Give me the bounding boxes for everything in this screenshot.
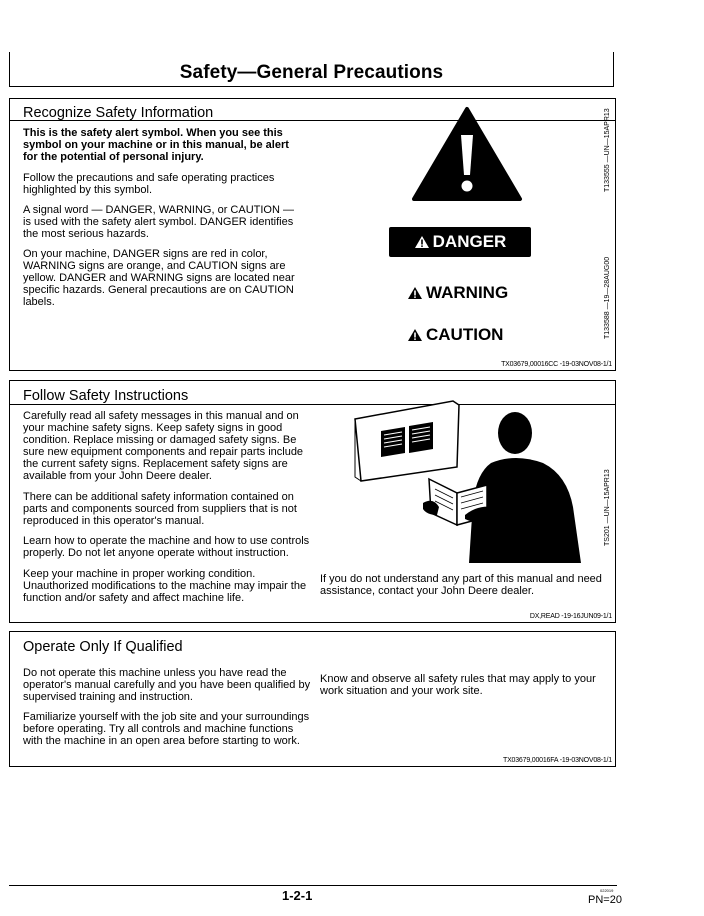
paragraph: Carefully read all safety messages in this manual and on your machine safety signs. Keep safety signs in good condition. Replace missing or damaged safety signs. Be sure new equipment components and repair parts include the current safety signs. Replacement safety signs are available from your John Deere dealer. [23, 410, 304, 482]
paragraph: Keep your machine in proper working condition. Unauthorized modifications to the machine may impair the function and/or safety and affect machine life. [23, 568, 307, 604]
danger-sign [389, 227, 531, 257]
paragraph: Learn how to operate the machine and how to use controls properly. Do not let anyone operate without instruction. [23, 535, 310, 559]
section-recognize-safety-information [9, 98, 616, 371]
person-reading-manual-illustration [353, 397, 599, 563]
paragraph: There can be additional safety information contained on parts and components sourced from suppliers that is not reproduced in this operator's manual. [23, 491, 297, 527]
reference-code: TX03679,00016CC -19-03NOV08-1/1 [501, 361, 612, 368]
section-title-rule [10, 120, 615, 121]
caution-sign [407, 325, 503, 345]
paragraph: Follow the precautions and safe operating practices highlighted by this symbol. [23, 172, 275, 196]
paragraph-right: If you do not understand any part of this manual and need assistance, contact your John Deere dealer. [320, 573, 602, 597]
figure-code: TS201 —UN—15APR13 [604, 469, 611, 546]
alert-triangle-icon [407, 286, 423, 300]
page-title-box [9, 52, 614, 87]
safety-alert-symbol-icon [410, 105, 524, 203]
caution-label: CAUTION [426, 325, 504, 344]
warning-label: WARNING [426, 283, 509, 302]
warning-sign [407, 283, 508, 303]
paragraph: This is the safety alert symbol. When you see this symbol on your machine or in this manual, be alert for the potential of personal injury. [23, 127, 289, 163]
reference-code: TX03679,00016FA -19-03NOV08-1/1 [503, 757, 612, 764]
page-number: 1-2-1 [282, 888, 313, 903]
footer-code: 022019 [600, 888, 614, 893]
section-title: Follow Safety Instructions [23, 388, 189, 404]
paragraph: Do not operate this machine unless you have read the operator's manual carefully and you have been qualified by supervised training and instruction. [23, 667, 311, 703]
paragraph: On your machine, DANGER signs are red in color, WARNING signs are orange, and CAUTION signs are yellow. DANGER and WARNING signs are located near specific hazards. General precautions are on CAUTION labels. [23, 248, 295, 308]
pn-label: PN=20 [588, 894, 622, 906]
alert-triangle-icon [407, 328, 423, 342]
reference-code: DX,READ -19-16JUN09-1/1 [529, 613, 612, 620]
paragraph: Familiarize yourself with the job site and your surroundings before operating. Try all controls and machine functions with the machine in an open area before starting to work. [23, 711, 310, 747]
figure-code: T133588 —19—28AUG00 [604, 256, 611, 339]
paragraph: A signal word — DANGER, WARNING, or CAUTION — is used with the safety alert symbol. DANGER identifies the most serious hazards. [23, 204, 294, 240]
danger-label: DANGER [432, 232, 507, 251]
section-title: Operate Only If Qualified [23, 639, 183, 655]
section-follow-safety-instructions [9, 380, 616, 623]
section-operate-only-if-qualified [9, 631, 616, 767]
footer-rule [9, 885, 617, 886]
figure-code: T133555 —UN—15APR13 [604, 108, 611, 192]
page-title: Safety—General Precautions [179, 62, 444, 83]
alert-triangle-icon [414, 235, 430, 249]
section-title: Recognize Safety Information [23, 105, 214, 121]
paragraph-right: Know and observe all safety rules that may apply to your work situation and your work site. [320, 673, 596, 697]
